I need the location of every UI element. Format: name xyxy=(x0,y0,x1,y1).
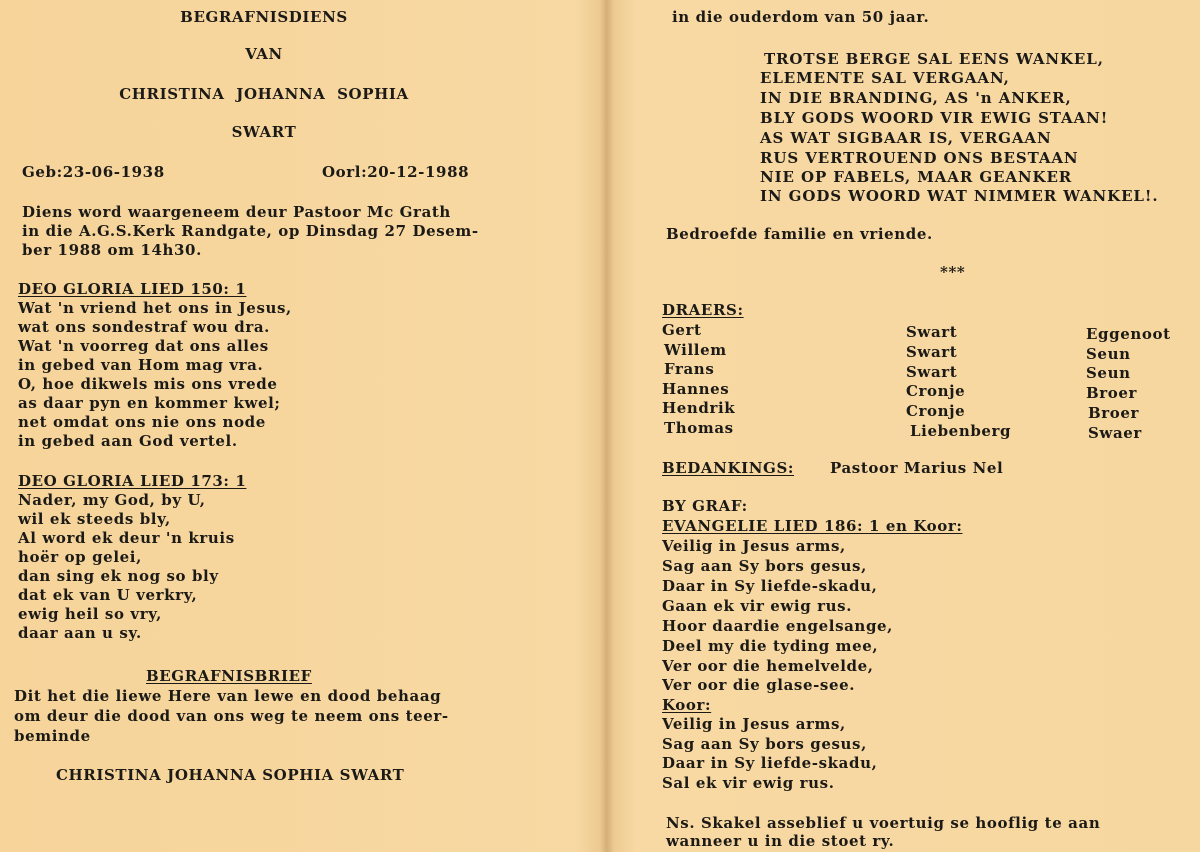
hymn3-line: Daar in Sy liefde-skadu, xyxy=(662,577,878,595)
bearer-relation: Swaer xyxy=(1088,424,1142,442)
right-page xyxy=(660,0,1190,852)
hymn2-line: daar aan u sy. xyxy=(18,624,142,642)
hymn2-line: hoër op gelei, xyxy=(18,548,142,566)
service-line: in die A.G.S.Kerk Randgate, op Dinsdag 27 Desem- xyxy=(22,222,479,240)
bearer-last-name: Cronje xyxy=(906,402,966,420)
hymn2-line: Al word ek deur 'n kruis xyxy=(18,529,235,547)
hymn1-line: Wat 'n vriend het ons in Jesus, xyxy=(18,299,292,317)
hymn3-line: Deel my die tyding mee, xyxy=(662,637,879,655)
hymn3-line: Ver oor die hemelvelde, xyxy=(662,657,874,675)
bearer-last-name: Swart xyxy=(906,323,958,341)
grave-heading: BY GRAF: xyxy=(662,497,748,515)
letter-line: beminde xyxy=(14,727,91,745)
letter-heading: BEGRAFNISBRIEF xyxy=(146,667,312,685)
service-line: ber 1988 om 14h30. xyxy=(22,241,202,259)
poem-line: RUS VERTROUEND ONS BESTAAN xyxy=(760,149,1079,167)
deceased-name: CHRISTINA JOHANNA SOPHIA xyxy=(119,85,409,103)
hymn3-line: Veilig in Jesus arms, xyxy=(662,537,846,555)
program-title: BEGRAFNISDIENS xyxy=(180,8,348,26)
hymn3-line: Sag aan Sy bors gesus, xyxy=(662,557,867,575)
poem-line: NIE OP FABELS, MAAR GEANKER xyxy=(760,168,1073,186)
bearer-last-name: Cronje xyxy=(906,382,966,400)
chorus-heading: Koor: xyxy=(662,696,712,714)
note-line: wanneer u in die stoet ry. xyxy=(666,832,895,850)
poem-line: BLY GODS WOORD VIR EWIG STAAN! xyxy=(760,109,1109,127)
left-page xyxy=(14,0,584,852)
thanks-label: BEDANKINGS: xyxy=(662,459,795,477)
hymn2-line: dan sing ek nog so bly xyxy=(18,567,219,585)
bearer-last-name: Liebenberg xyxy=(910,422,1012,440)
bearer-first-name: Gert xyxy=(662,321,702,339)
bearers-heading: DRAERS: xyxy=(662,301,744,319)
service-line: Diens word waargeneem deur Pastoor Mc Grath xyxy=(22,203,451,221)
letter-line: Dit het die liewe Here van lewe en dood behaag xyxy=(14,687,442,705)
hymn3-line: Ver oor die glase-see. xyxy=(662,676,856,694)
hymn2-line: wil ek steeds bly, xyxy=(18,510,171,528)
letter-deceased-name: CHRISTINA JOHANNA SOPHIA SWART xyxy=(56,766,405,784)
bearer-last-name: Swart xyxy=(906,343,958,361)
hymn1-line: in gebed van Hom mag vra. xyxy=(18,356,264,374)
hymn2-line: dat ek van U verkry, xyxy=(18,586,198,604)
death-date: Oorl:20-12-1988 xyxy=(322,163,470,181)
hymn2-line: Nader, my God, by U, xyxy=(18,491,206,509)
bearer-relation: Seun xyxy=(1086,364,1131,382)
bearer-first-name: Hendrik xyxy=(662,399,736,417)
hymn1-line: net omdat ons nie ons node xyxy=(18,413,266,431)
bearer-relation: Broer xyxy=(1086,384,1138,402)
hymn2-line: ewig heil so vry, xyxy=(18,605,162,623)
chorus-line: Sag aan Sy bors gesus, xyxy=(662,735,867,753)
hymn2-heading: DEO GLORIA LIED 173: 1 xyxy=(18,472,247,490)
hymn1-line: as daar pyn en kommer kwel; xyxy=(18,394,281,412)
poem-line: AS WAT SIGBAAR IS, VERGAAN xyxy=(760,129,1052,147)
bearer-first-name: Willem xyxy=(664,341,727,359)
bearer-last-name: Swart xyxy=(906,363,958,381)
hymn1-line: in gebed aan God vertel. xyxy=(18,432,238,450)
birth-date: Geb:23-06-1938 xyxy=(22,163,165,181)
hymn3-line: Gaan ek vir ewig rus. xyxy=(662,597,853,615)
poem-line: IN DIE BRANDING, AS 'n ANKER, xyxy=(760,89,1072,107)
note-line: Ns. Skakel asseblief u voertuig se hooflig te aan xyxy=(666,814,1101,832)
bearer-relation: Seun xyxy=(1086,345,1131,363)
deceased-surname: SWART xyxy=(231,123,297,141)
hymn1-heading: DEO GLORIA LIED 150: 1 xyxy=(18,280,247,298)
separator-stars: *** xyxy=(940,263,966,281)
poem-line: TROTSE BERGE SAL EENS WANKEL, xyxy=(764,50,1104,68)
letter-line: om deur die dood van ons weg te neem ons teer- xyxy=(14,707,449,725)
hymn1-line: O, hoe dikwels mis ons vrede xyxy=(18,375,278,393)
poem-line: IN GODS WOORD WAT NIMMER WANKEL!. xyxy=(760,187,1159,205)
chorus-line: Veilig in Jesus arms, xyxy=(662,715,846,733)
poem-line: ELEMENTE SAL VERGAAN, xyxy=(760,69,1010,87)
page-fold xyxy=(600,0,614,852)
thanks-value: Pastoor Marius Nel xyxy=(830,459,1004,477)
bearer-first-name: Thomas xyxy=(664,419,734,437)
hymn3-line: Hoor daardie engelsange, xyxy=(662,617,893,635)
chorus-line: Sal ek vir ewig rus. xyxy=(662,774,835,792)
hymn1-line: wat ons sondestraf wou dra. xyxy=(18,318,270,336)
family-line: Bedroefde familie en vriende. xyxy=(666,225,933,243)
bearer-relation: Eggenoot xyxy=(1086,325,1171,343)
hymn1-line: Wat 'n voorreg dat ons alles xyxy=(18,337,269,355)
van-label: VAN xyxy=(245,45,283,63)
bearer-relation: Broer xyxy=(1088,404,1140,422)
age-line: in die ouderdom van 50 jaar. xyxy=(672,8,930,26)
bearer-first-name: Frans xyxy=(664,360,715,378)
chorus-line: Daar in Sy liefde-skadu, xyxy=(662,754,878,772)
bearer-first-name: Hannes xyxy=(662,380,730,398)
hymn3-heading: EVANGELIE LIED 186: 1 en Koor: xyxy=(662,517,963,535)
